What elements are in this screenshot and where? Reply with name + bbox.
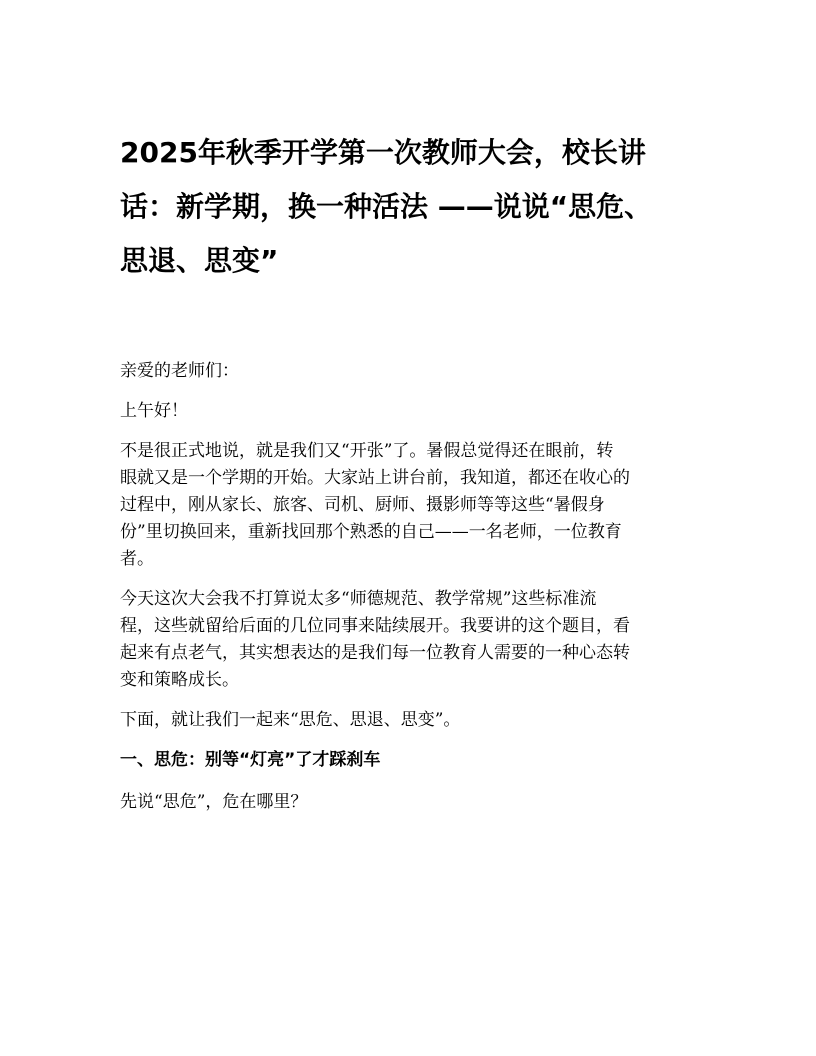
paragraph-transition: 下面，就让我们一起来“思危、思退、思变”。 — [120, 710, 461, 730]
document-body — [120, 358, 696, 829]
greeting: 亲爱的老师们： — [120, 361, 239, 381]
document-title: 2025年秋季开学第一次教师大会，校长讲 话：新学期，换一种活法 ——说说“思危、 思退、思变” — [120, 136, 653, 277]
paragraph-topic: 今天这次大会我不打算说太多“师德规范、教学常规”这些标准流 程，这些就留给后面的几位同事来陆续展开。我要讲的这个题目，看 起来有点老气，其实想表达的是我们每一位教育人需要的一种心态转 变和策略成长。 — [120, 589, 630, 690]
section-1-text: 先说“思危”，危在哪里？ — [120, 792, 308, 812]
paragraph-opening: 不是很正式地说，就是我们又“开张”了。暑假总觉得还在眼前，转 眼就又是一个学期的开始。大家站上讲台前，我知道，都还在收心的 过程中，刚从家长、旅客、司机、厨师、摄影师等等这些“暑假身 份”里切换回来，重新找回那个熟悉的自己——一名老师，一位教育 者。 — [120, 441, 630, 569]
salutation: 上午好！ — [120, 401, 188, 421]
section-heading-1: 一、思危：别等“灯亮”了才踩刹车 — [120, 750, 381, 770]
